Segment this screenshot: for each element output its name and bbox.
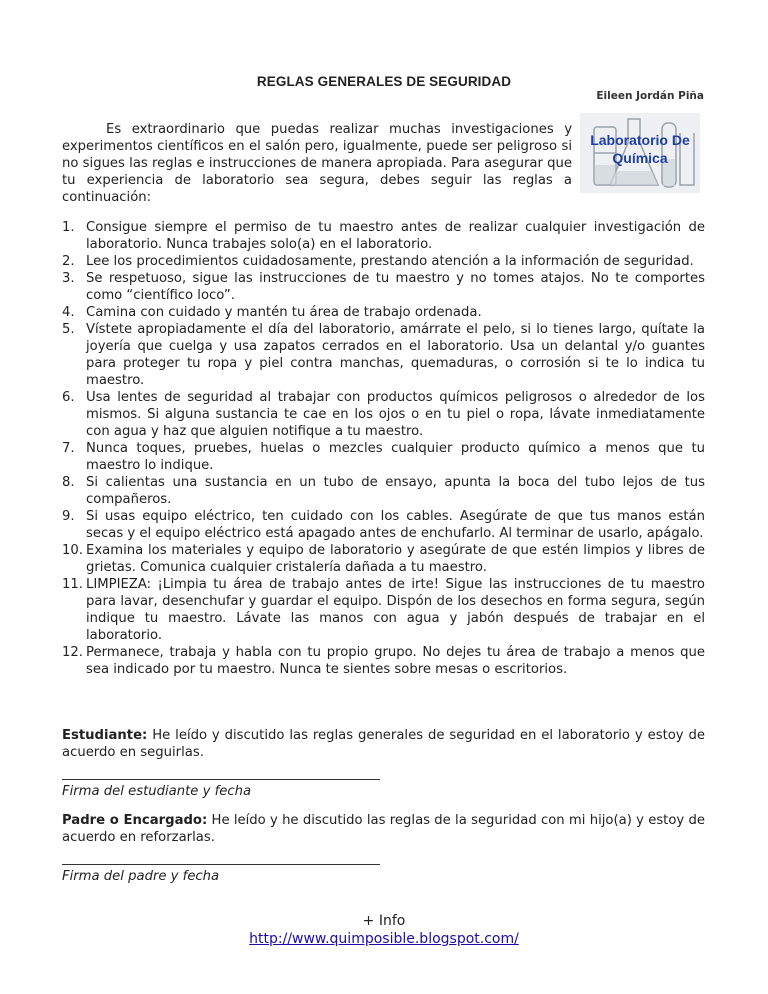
rule-text: Usa lentes de seguridad al trabajar con productos químicos peligrosos o alrededor de los mismos. Si alguna sustancia te cae en los ojos o en tu piel o ropa, lávate inmediatamente con agua y haz que alguien notifique a tu maestro. <box>86 390 705 439</box>
rule-item <box>62 644 705 678</box>
rule-text: Vístete apropiadamente el día del laboratorio, amárrate el pelo, si lo tienes largo, quítate la joyería que cuelga y usa zapatos cerrados en el laboratorio. Usa un delantal y/o guantes para proteger tu ropa y piel contra manchas, quemaduras, o corrosión si te lo indica tu maestro. <box>86 322 705 388</box>
rule-text: Si calientas una sustancia en un tubo de ensayo, apunta la boca del tubo lejos de tus compañeros. <box>86 475 705 507</box>
safety-rules-list <box>62 219 705 678</box>
student-label: Estudiante: <box>62 728 148 743</box>
author-name: Eileen Jordán Piña <box>596 90 704 102</box>
rule-number: 4. <box>62 305 75 320</box>
rule-text: Consigue siempre el permiso de tu maestro antes de realizar cualquier investigación de laboratorio. Nunca trabajes solo(a) en el laboratorio. <box>86 220 705 252</box>
rule-item <box>62 389 705 440</box>
student-signature-block <box>62 727 705 800</box>
rule-item <box>62 440 705 474</box>
rule-number: 6. <box>62 390 75 405</box>
rule-item <box>62 304 705 321</box>
parent-statement <box>62 812 705 846</box>
rule-number: 3. <box>62 271 75 286</box>
rule-number: 1. <box>62 220 75 235</box>
rule-text: Lee los procedimientos cuidadosamente, prestando atención a la información de seguridad. <box>86 254 694 269</box>
parent-signature-line <box>62 852 380 865</box>
rule-item <box>62 474 705 508</box>
rule-text: Permanece, trabaja y habla con tu propio grupo. No dejes tu área de trabajo a menos que sea indicado por tu maestro. Nunca te sientes sobre mesas o escritorios. <box>86 645 705 677</box>
rule-number: 9. <box>62 509 75 524</box>
parent-label: Padre o Encargado: <box>62 813 208 828</box>
rule-item <box>62 270 705 304</box>
rule-item <box>62 542 705 576</box>
student-signature-line <box>62 767 380 780</box>
student-statement <box>62 727 705 761</box>
lab-image-caption-line2: Química <box>612 150 668 166</box>
rule-text: Nunca toques, pruebes, huelas o mezcles cualquier producto químico a menos que tu maestro lo indique. <box>86 441 705 473</box>
rule-text: LIMPIEZA: ¡Limpia tu área de trabajo antes de irte! Sigue las instrucciones de tu maestro para lavar, desenchufar y guardar el equipo. Dispón de los desechos en forma segura, según indique tu maestro. Lávate las manos con agua y jabón después de trabajar en el laboratorio. <box>86 577 705 643</box>
rule-text: Se respetuoso, sigue las instrucciones de tu maestro y no tomes atajos. No te comportes como “científico loco”. <box>86 271 705 303</box>
lab-image-caption-line1: Laboratorio De <box>590 132 690 148</box>
rule-number: 8. <box>62 475 75 490</box>
blog-link[interactable]: http://www.quimposible.blogspot.com/ <box>249 931 519 947</box>
rule-item <box>62 253 705 270</box>
lab-image-caption <box>580 131 700 167</box>
rule-number: 5. <box>62 322 75 337</box>
rule-item <box>62 321 705 389</box>
student-statement-text: He leído y discutido las reglas generales de seguridad en el laboratorio y estoy de acuerdo en seguirlas. <box>62 728 705 760</box>
rule-number: 10. <box>62 543 83 558</box>
student-signature-caption: Firma del estudiante y fecha <box>62 784 252 799</box>
rule-text: Examina los materiales y equipo de laboratorio y asegúrate de que estén limpios y libres de grietas. Comunica cualquier cristalería dañada a tu maestro. <box>86 543 705 575</box>
rule-text: Camina con cuidado y mantén tu área de trabajo ordenada. <box>86 305 482 320</box>
document-title: REGLAS GENERALES DE SEGURIDAD <box>256 74 512 89</box>
rule-item <box>62 576 705 644</box>
rule-number: 11. <box>62 577 83 592</box>
parent-signature-block <box>62 812 705 885</box>
rule-item <box>62 508 705 542</box>
rule-number: 7. <box>62 441 75 456</box>
rule-number: 2. <box>62 254 75 269</box>
more-info-label: + Info <box>362 913 406 929</box>
rule-number: 12. <box>62 645 83 660</box>
footer <box>0 912 768 948</box>
rule-text: Si usas equipo eléctrico, ten cuidado con los cables. Asegúrate de que tus manos están secas y el equipo eléctrico está apagado antes de enchufarlo. Al terminar de usarlo, apágalo. <box>86 509 705 541</box>
intro-paragraph: Es extraordinario que puedas realizar muchas investigaciones y experimentos científicos en el salón pero, igualmente, puede ser peligroso si no sigues las reglas e instrucciones de manera apropiada. Para asegurar que tu experiencia de laboratorio sea segura, debes seguir las reglas a continuación: <box>62 122 572 205</box>
parent-signature-caption: Firma del padre y fecha <box>62 869 220 884</box>
lab-glassware-image <box>580 113 700 193</box>
parent-statement-text: He leído y he discutido las reglas de la seguridad con mi hijo(a) y estoy de acuerdo en reforzarlas. <box>62 813 705 845</box>
rule-item <box>62 219 705 253</box>
